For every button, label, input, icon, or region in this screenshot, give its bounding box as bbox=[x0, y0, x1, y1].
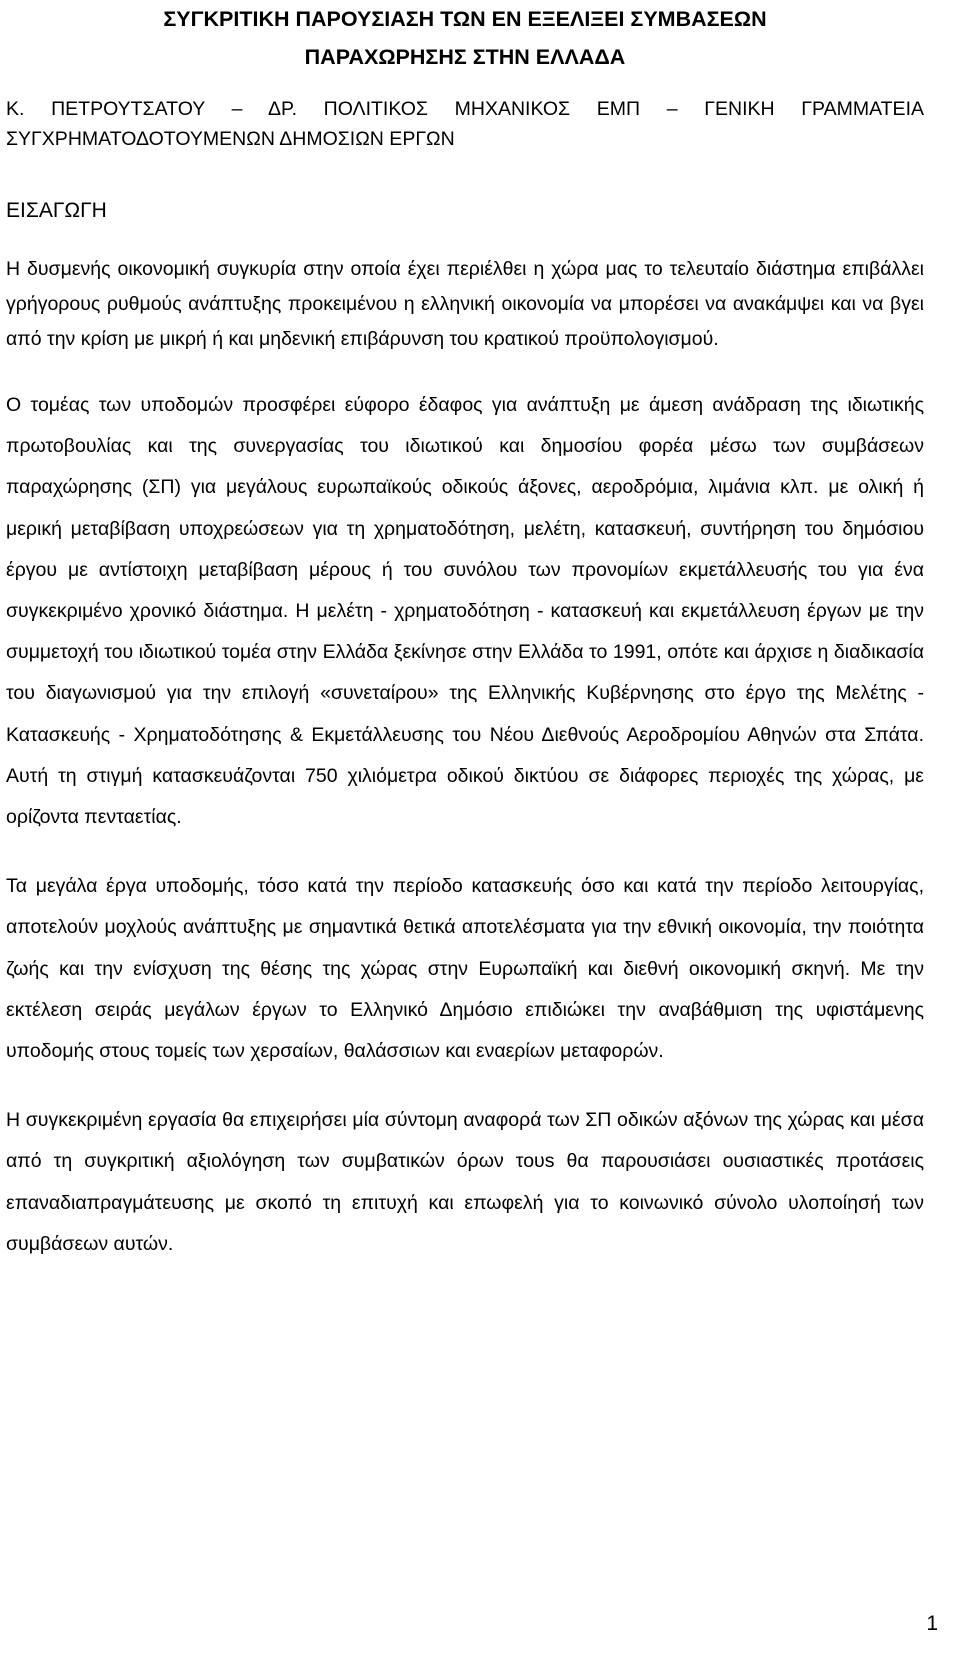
author-affiliation bbox=[6, 94, 924, 154]
title-line-2: ΠΑΡΑΧΩΡΗΣΗΣ ΣΤΗΝ ΕΛΛΑΔΑ bbox=[304, 45, 626, 69]
section-heading-introduction: ΕΙΣΑΓΩΓΗ bbox=[6, 199, 107, 222]
author-line-1: Κ. ΠΕΤΡΟΥΤΣΑΤΟΥ – ΔΡ. ΠΟΛΙΤΙΚΟΣ ΜΗΧΑΝΙΚΟΣ ΕΜΠ – ΓΕΝΙΚΗ ΓΡΑΜΜΑΤΕΙΑ bbox=[6, 98, 924, 120]
document-title bbox=[6, 0, 924, 76]
author-line-2: ΣΥΓΧΡΗΜΑΤΟΔΟΤΟΥΜΕΝΩΝ ΔΗΜΟΣΙΩΝ ΕΡΓΩΝ bbox=[6, 128, 455, 150]
paragraph-4: Η συγκεκριμένη εργασία θα επιχειρήσει μία σύντομη αναφορά των ΣΠ οδικών αξόνων της χώρας και μέσα από τη συγκριτική αξιολόγηση των συμβατικών όρων τουs θα παρουσιάσει ουσιαστικές προτάσεις επαναδιαπραγμάτευσης με σκοπό τη επιτυχή και επωφελή για το κοινωνικό σύνολο υλοποίησή των συμβάσεων αυτών. bbox=[6, 1109, 924, 1255]
paragraph-2: Ο τομέας των υποδομών προσφέρει εύφορο έδαφος για ανάπτυξη με άμεση ανάδραση της ιδιωτικής πρωτοβουλίας και της συνεργασίας του ιδιωτικού και δημοσίου φορέα μέσω των συμβάσεων παραχώρησης (ΣΠ) για μεγάλους ευρωπαϊκούς οδικούς άξονες, αεροδρόμια, λιμάνια κλπ. με ολική ή μερική μεταβίβαση υποχρεώσεων για τη χρηματοδότηση, μελέτη, κατασκευή, συντήρηση του δημόσιου έργου με αντίστοιχη μεταβίβαση μέρους ή του συνόλου των προνομίων εκμετάλλευσής του για ένα συγκεκριμένο χρονικό διάστημα. Η μελέτη - χρηματοδότηση - κατασκευή και εκμετάλλευση έργων με την συμμετοχή του ιδιωτικού τομέα στην Ελλάδα ξεκίνησε στην Ελλάδα το 1991, οπότε και άρχισε η διαδικασία του διαγωνισμού για την επιλογή «συνεταίρου» της Ελληνικής Κυβέρνησης στο έργο της Μελέτης - Κατασκευής - Χρηματοδότησης & Εκμετάλλευσης του Νέου Διεθνούς Αεροδρομίου Αθηνών στα Σπάτα. Αυτή τη στιγμή κατασκευάζονται 750 χιλιόμετρα οδικού δικτύου σε διάφορες περιοχές της χώρας, με ορίζοντα πενταετίας. bbox=[6, 394, 924, 829]
document-page bbox=[6, 0, 924, 1265]
paragraph-3: Τα μεγάλα έργα υποδομής, τόσο κατά την περίοδο κατασκευής όσο και κατά την περίοδο λειτουργίας, αποτελούν μοχλούς ανάπτυξης με σημαντικά θετικά αποτελέσματα για την εθνική οικονομία, την ποιότητα ζωής και την ενίσχυση της θέσης της χώρας στην Ευρωπαϊκή και διεθνή οικονομική σκηνή. Με την εκτέλεση σειράς μεγάλων έργων το Ελληνικό Δημόσιο επιδιώκει την αναβάθμιση της υφιστάμενης υποδομής στους τομείς των χερσαίων, θαλάσσιων και εναερίων μεταφορών. bbox=[6, 875, 924, 1063]
title-line-1: ΣΥΓΚΡΙΤΙΚΗ ΠΑΡΟΥΣΙΑΣΗ ΤΩΝ ΕΝ ΕΞΕΛΙΞΕΙ ΣΥΜΒΑΣΕΩΝ bbox=[163, 7, 767, 31]
paragraph-1: Η δυσμενής οικονομική συγκυρία στην οποία έχει περιέλθει η χώρα μας το τελευταίο διάστημα επιβάλλει γρήγορους ρυθμούς ανάπτυξης προκειμένου η ελληνική οικονομία να μπορέσει να ανακάμψει και να βγει από την κρίση με μικρή ή και μηδενική επιβάρυνση του κρατικού προϋπολογισμού. bbox=[6, 258, 924, 350]
page-number: 1 bbox=[926, 1612, 938, 1635]
